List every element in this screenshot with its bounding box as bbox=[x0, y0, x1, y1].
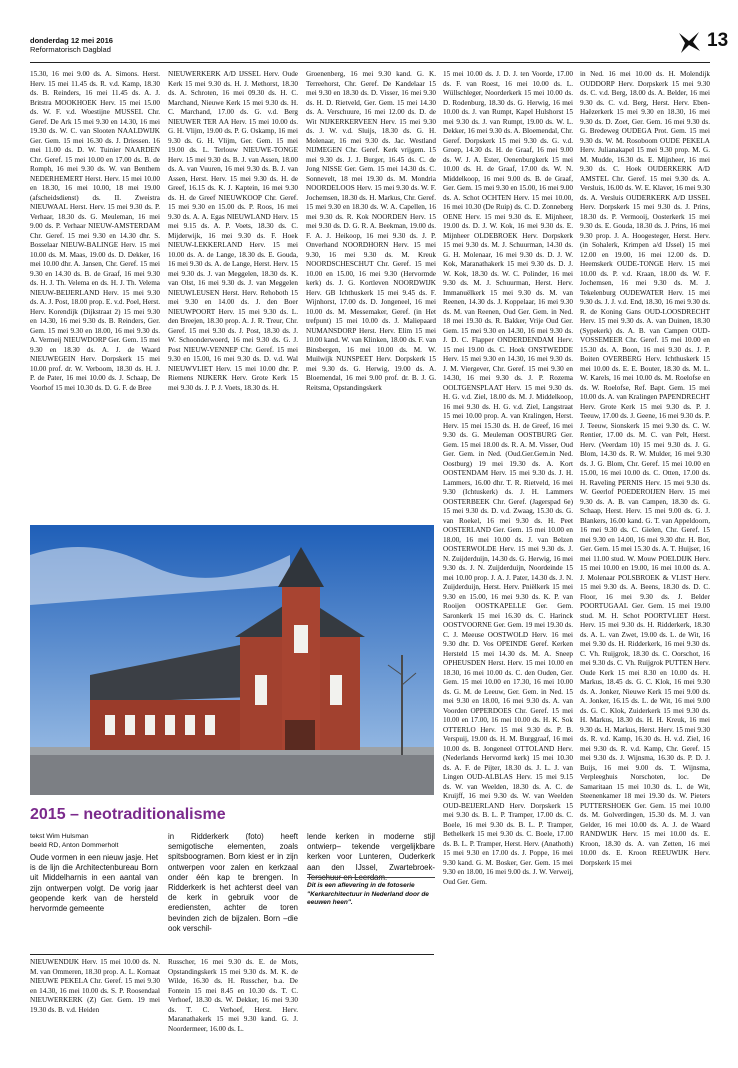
feature-paragraph-3: lende kerken in moderne stijl ontwierp– tekende vergelijkbare kerken voor Lunteren, Ouderkerk aan den IJssel, Zwartebroek- bbox=[307, 832, 435, 872]
church-listing-column-1: 15.30, 16 mei 9.00 ds. A. Simons. Herst. Herv. 15 mei 11.45 ds. R. v.d. Kamp, 18.30 ds. B. Reinders, 16 mei 11.45 ds. A. J. Britstra MOOKHOEK Herv. 15 mei 15.00 ds. W. F. v.d. Woestijne MUSSEL Chr. Geref. De Ark 15 mei 9.30 en 14.30, 16 mei 19.30 ds. W. C. van Slooten NAALDWIJK Ger. Gem. 15 mei 16.30 ds. J. Driessen. 16 mei 11.00 ds. D. W. Tuinier NAARDEN Chr. Geref. 15 mei 10.00 en 17.00 ds. B. de Romph, 16 mei 9.30 ds. W. van Benthem NEDERHEMERT Herst. Herv. 15 mei 10.00 en 18.30, 16 mei 10.00, 18 mei 19.00 (afscheidsdienst) ds. II. Zweistra NIEUWAAL Herst. Herv. 15 mei 9.30 ds. P. Verhaar, 18.30 ds. G. Meuleman, 16 mei 9.00 ds. P. Verhaar NIEUW-AMSTERDAM Chr. Geref. 15 mei 9.30 en 14.30 dhr. S. Bosselaar NIEUW-BALINGE Herv. 15 mei 10.00 ds. M. Maas, 19.00 ds. D. Dekker, 16 mei 10.00 dhr. A. Jansen, Chr. Geref. 15 mei 9.30 en 14.30 ds. B. de Graaf, 16 mei 9.30 ds. H. J. Th. Velema en ds. H. J. Th. Velema NIEUW-BEIJERLAND Herv. 15 mei 9.30 ds. A. J. Post, 18.00 prop. E. v.d. Poel, Herst. Herv. Korendijk (Dijkstraat 2) 15 mei 9.30 en 14.30, 16 mei 9.30 ds. B. Reinders, Ger. Gem. 15 mei 9.30 en 18.00, 16 mei 9.30 ds. A. Vermeij NIEUWDORP Ger. Gem. 15 mei 9.30 en 18.30 ds. A. J. de Waard NIEUWEGEIN Herv. Dorpskerk 15 mei 10.00 prof. dr. W. Verboom, 18.30 ds. H. J. P. de Pater, 16 mei 10.00 ds. J. Schaap, De Voorhof 15 mei 10.30 ds. D. G. F. de Bree bbox=[30, 70, 160, 392]
series-note: Dit is een aflevering in de fotoserie "Kerkarchitectuur in Nederland door de eeuwen heen". bbox=[307, 882, 429, 906]
feature-bottom-rule bbox=[30, 954, 434, 955]
page-number: 13 bbox=[707, 30, 729, 51]
church-listing-column-4: 15 mei 10.00 ds. J. D. J. ten Voorde, 17.00 ds. F. van Roest, 16 mei 10.00 ds. L. Wüllschleger, Noorderkerk 15 mei 10.00 ds. D. Rodenburg, 18.30 ds. G. Herwig, 16 mei 10.00 ds. J. van Rumpt, Kapel Hulshorst 15 mei 9.30 ds. J. van Rumpt, 19.00 ds. W. L. Dekker, 16 mei 9.30 ds. A. Bloemendal, Chr. Geref. Dorpskerk 15 mei 9.30 ds. G. v.d. Groep, 14.30 ds. H. de Graaf, 16 mei 9.00 ds. W. J. A. Ester, Oenenburgkerk 15 mei 10.00 ds. H. de Graaf, 17.00 ds. W. N. Middelkoop, 16 mei 9.00 ds. B. de Graaf, Ger. Gem. 15 mei 9.30 en 15.00, 16 mei 9.00 ds. A. Schot OCHTEN Herv. 15 mei 10.00, 16 mei 10.30 (De Ruip) ds. C. D. Zonneberg OENE Herv. 15 mei 9.30 ds. E. Mijnheer, 19.00 ds. D. J. W. Kok, 16 mei 9.30 ds. E. Mijnheer OLDEBROEK Herv. Dorpskerk 15 mei 9.30 ds. M. J. Schuurman, 14.30 ds. G. H. Molenaar, 16 mei 9.30 ds. D. J. W. Kok, Maranathakerk 15 mei 9.30 ds. D. J. W. Kok, 18.30 ds. W. C. Polinder, 16 mei 9.30 ds. M. J. Schuurman, Herst. Herv. Immanuëlkerk 15 mei 9.30 ds. M. van Reenen, 14.30 ds. J. Koppelaar, 16 mei 9.30 ds. M. van Reenen, Oud Ger. Gem. in Ned. 18 mei 19.30 ds. R. Bakker, Vrije Oud Ger. Gem. 15 mei 9.30 en 14.30, 16 mei 9.30 ds. J. D. C. Flapper ONDERDENDAM Herv. 15 mei 19.00 ds. C. Hoek ONSTWEDDE Herv. 15 mei 9.30 en 14.30, 16 mei 9.30 ds. J. M. Viergever, Chr. Geref. 15 mei 9.30 en 14.30, 16 mei 9.30 ds. J. P. Rozema OOLTGENSPLAAT Herv. 15 mei 9.30 ds. H. G. v.d. Ziel, 18.00 ds. M. J. Middelkoop, 16 mei 9.30 ds. H. G. v.d. Ziel, Langstraat 15 mei 10.00 prop. A. van Kralingen, Herst. Herv. 15 mei 15.30 ds. H. de Greef, 16 mei 9.30 ds. G. Meuleman OOSTBURG Ger. Gem. 15 mei 18.00 ds. R. A. M. Visser, Oud Ger. Gem. in Ned. (Oud.Ger.Gem.in Ned. Oostburg) 19 mei 19.30 ds. A. Kort OOSTENDAM Herv. 15 mei 9.30 ds. J. H. Lammers, 16.00 dhr. T. R. Rietveld, 16 mei 9.30 (Ichtuskerk) ds. J. H. Lammers OOSTERBEEK Chr. Geref. (Jagerspad 6e) 15 mei 9.30 ds. D. v.d. Zwaag, 15.30 ds. G. van Roekel, 16 mei 9.30 ds. H. Peet OOSTERLAND Ger. Gem. 15 mei 10.00 en 18.00, 16 mei 10.00 ds. J. van Belzen OOSTERWOLDE Herv. 15 mei 9.30 ds. J. N. Zuijderduijn, 14.30 ds. G. Herwig, 16 mei 9.30 ds. J. N. Zuijderduijn, Noordeinde 15 mei 10.00 prop. J. A. J. Pater, 14.30 ds. J. N. Zuijderduijn, Herst. Herv. Pniëlkerk 15 mei 9.30 en 15.00, 16 mei 9.30 ds. K. P. van Rooijen OOSTKAPELLE Ger. Gem. Saronkerk 15 mei 16.30 ds. C. Harinck OOSTVOORNE Ger. Gem. 19 mei 19.30 ds. C. J. Meeuse OOSTWOLD Herv. 16 mei 9.30 dhr. D. Vos OPEINDE Geref. Kerken Hersteld 15 mei 14.30 ds. M. A. Sneep OPHEUSDEN Herst. Herv. 15 mei 10.00 en 18.30, 16 mei 10.00 ds. C. den Ouden, Ger. Gem. 15 mei 10.00 en 17.30, 16 mei 10.00 ds. G. M. de Leeuw, Ger. Gem. in Ned. 15 mei 9.30 en 18.00, 16 mei 9.30 ds. A. van Voorden OPPERDOES Chr. Geref. 15 mei 10.00 en 17.00, 16 mei 10.00 ds. H. K. Sok OTTERLO Herv. 15 mei 9.30 ds. P. B. Verspuij, 19.00 ds. H. M. Burggraaf, 16 mei 10.00 ds. B. Jongeneel OTTOLAND Herv. (Nederlands Hervormd kerk) 15 mei 10.30 ds. A. F. de Pijter, 18.30 ds. J. L. J. van Lingen OUD-ALBLAS Herv. 15 mei 9.15 ds. W. van Weelden, 18.30 ds. A. C. de Kruijff, 16 mei 9.30 ds. W. van Weelden OUD-BEIJERLAND Herv. Dorpskerk 15 mei 9.30 ds. B. L. P. Tramper, 17.00 ds. C. Boele, 16 mei 9.30 ds. B. L. P. Tramper, Bethelkerk 15 mei 9.30 ds. C. Boele, 17.00 ds. B. L. P. Tramper, Herst. Herv. (Anathoth) 15 mei 9.30 en 17.00 ds. J. Poppe, 16 mei 9.30 kand. G. M. Bosker, Ger. Gem. 15 mei 9.30 en 18.00, 16 mei 9.00 ds. J. W. Verweij, Oud Ger. Gem. bbox=[443, 70, 573, 886]
church-listing-bottom-2: Russcher, 16 mei 9.30 ds. E. de Mots, Opstandingskerk 15 mei 9.30 ds. M. K. de Wilde, 16.30 ds. H. Russcher, b.a. De Fontein 15 mei 8.45 en 10.30 ds. T. C. Verhoef, 18.30 ds. W. Dekker, 16 mei 9.30 ds. T. C. Verhoef, Herst. Herv. Maranathakerk 15 mei 9.30 kand. G. J. Noordermeer, 16.00 ds. L. bbox=[168, 958, 298, 1033]
text-credit: tekst Wim Hulsman bbox=[30, 833, 89, 840]
photo-credit: beeld RD, Anton Dommerholt bbox=[30, 842, 119, 849]
church-listing-column-2: NIEUWERKERK A/D IJSSEL Herv. Oude Kerk 15 mei 9.30 ds. H. J. Methorst, 18.30 ds. A. Schroten, 16 mei 09.30 ds. H. C. Marchand, Nieuwe Kerk 15 mei 9.30 ds. H. C. Marchand, 17.00 ds. G. v.d. Berg NIEUWER TER AA Herv. 15 mei 10.00 ds. G. H. Vlijm, 19.00 ds. P. G. Oskamp, 16 mei 9.30 ds. G. H. Vlijm, Ger. Gem. 15 mei 19.00 ds. L. Terlouw NIEUWE-TONGE Herv. 15 mei 9.30 ds. B. J. van Assen, 18.00 ds. A. van Vuuren, 16 mei 9.30 ds. B. J. van Assen, Herst. Herv. 15 mei 9.30 ds. H. de Greef, 16.15 ds. K. J. Kaptein, 16 mei 9.30 ds. H. de Greef NIEUWKOOP Chr. Geref. 15 mei 9.30 en 15.00 ds. P. Roos, 16 mei 9.30 ds. A. A. Egas NIEUWLAND Herv. 15 mei 9.15 ds. A. P. Voets, 18.30 ds. C. Mijderwijk, 16 mei 9.30 ds. F. Hoek NIEUW-LEKKERLAND Herv. 15 mei 10.00 ds. A. de Lange, 18.30 ds. E. Gouda, 16 mei 9.30 ds. A. de Lange, Herst. Herv. 15 mei 9.30 ds. J. van Meggelen, 18.30 ds. K. van Olst, 16 mei 9.30 ds. J. van Meggelen NIEUWLEUSEN Herst. Herv. Rehoboth 15 mei 9.30 en 14.00 ds. J. den Boer NIEUWPOORT Herv. 15 mei 9.30 ds. L. den Breejen, 18.30 prop. A. J. R. Treur, Chr. Geref. 15 mei 9.30 ds. J. Post, 18.30 ds. J. W. Schoonderwoerd, 16 mei 9.30 ds. G. J. Post NIEUW-VENNEP Chr. Geref. 15 mei 9.30 en 15.00, 16 mei 9.30 ds. D. v.d. Wal NIEUWVLIET Herv. 15 mei 10.00 dhr. P. Riemens NIJKERK Herv. Grote Kerk 15 mei 9.30 ds. J. P. J. Voets, 18.30 ds. H. bbox=[168, 70, 298, 392]
newspaper-name: Reformatorisch Dagblad bbox=[30, 45, 111, 54]
header-date: donderdag 12 mei 2016 bbox=[30, 36, 113, 45]
church-listing-column-3: Groenenberg, 16 mei 9.30 kand. G. K. Terreehorst, Chr. Geref. De Kandelaar 15 mei 9.30 en 18.30 ds. D. Visser, 16 mei 9.30 ds. H. D. Rietveld, Ger. Gem. 15 mei 14.30 ds. A. Verschuure, 16 mei 12.00 ds. D. de Wit NIJKERKERVEEN Herv. 15 mei 9.30 ds. J. W. v.d. Sluijs, 18.30 ds. G. H. Molenaar, 16 mei 9.30 ds. Jac. Westland NIJMEGEN Chr. Geref. Kerk vrijgem. 15 mei 9.30 ds. J. J. Burger, 16.45 ds. C. de Jong NISSE Ger. Gem. 15 mei 14.30 ds. C. Sonnevelt, 18 mei 19.30 ds. M. Mondria NOORDELOOS Herv. 15 mei 9.30 ds. W. F. Jochemsen, 18.30 ds. H. Markus, Chr. Geref. 15 mei 9.30 en 18.30 ds. W. A. Capellen, 16 mei 9.30 ds. R. Kok NOORDEN Herv. 15 mei 9.30 ds. D. G. R. A. Beekman, 19.00 ds. F. A. J. Heikoop, 16 mei 9.30 ds. J. P. Onverhand NOORDHORN Herv. 15 mei 9.30, 16 mei 9.30 ds. M. Kreuk NOORDSCHESCHUT Chr. Geref. 15 mei 10.00 en 15.00, 16 mei 9.30 (Hervormde kerk) ds. J. G. Kortleven NOORDWIJK Herv. GB Ichthuskerk 15 mei 9.45 ds. F. Wijnhorst, 17.00 ds. D. Jongeneel, 16 mei 10.00 ds. M. Messemaker, Geref. (in Het trefpunt) 15 mei 10.00 ds. J. Maliepaard NUMANSDORP Herst. Herv. Elim 15 mei 10.00 kand. W. van Klinken, 18.00 ds. F. van Binsbergen, 16 mei 10.00 ds. M. W. Muilwijk NUNSPEET Herv. Dorpskerk 15 mei 9.30 ds. G. Herwig, 19.00 ds. A. Bloemendal, 16 mei 9.00 prof. dr. B. J. G. Reitsma, Opstandingskerk bbox=[306, 70, 436, 392]
church-listing-bottom-1: NIEUWENDIJK Herv. 15 mei 10.00 ds. N. M. van Ommeren, 18.30 prop. A. L. Kornaat NIEUWE PEKELA Chr. Geref. 15 mei 9.30 en 14.30, 16 mei 10.00 ds. S. P. Roosendaal NIEUWERKERK (Z) Ger. Gem. 19 mei 19.30 ds. B. v.d. Heiden bbox=[30, 958, 160, 1014]
rd-logo-icon bbox=[676, 29, 702, 55]
feature-paragraph-2: in Ridderkerk (foto) heeft semigotische elementen, zoals spitsboogramen. Born kiest er in zijn ontwerpen voor zalen en kerkzaal onder één kap te brengen. In Ridderkerk is het achterst deel van de kerk in gebruik voor de erediensten, achter de toren bevinden zich de bijzalen. Born –die ook verschil- bbox=[168, 832, 298, 933]
church-listing-bottom-3 bbox=[306, 958, 436, 1058]
church-listing-column-5: in Ned. 16 mei 10.00 ds. H. Molendijk OUDDORP Herv. Dorpskerk 15 mei 9.30 ds. C. v.d. Berg, 18.00 ds. A. Belder, 16 mei 9.30 ds. C. v.d. Berg, Herst. Herv. Eben-Haëzerkerk 15 mei 9.30 en 18.30, 16 mei 9.30 ds. D. Zoet, Ger. Gem. 16 mei 9.30 ds. G. Bredeweg OUDEGA Prot. Gem. 15 mei 9.30 ds. W. M. Rosoboom OUDE PEKELA Herv. Julianakapel 15 mei 9.30 prop. M. G. M. Mudde, 16.30 ds. E. Mijnheer, 16 mei 9.30 ds. C. Hoek OUDERKERK A/D AMSTEL Chr. Geref. 15 mei 9.30 ds. A. Versluis, 16.00 ds. W. E. Klaver, 16 mei 9.30 ds. A. Versluis OUDERKERK A/D IJSSEL Herv. Dorpskerk 15 mei 9.30 ds. J. Prins, 18.30 ds. P. Vermooij, Oosterkerk 15 mei 9.30 ds. E. Gouda, 18.30 ds. J. Prins, 16 mei 9.30 prop. J. A. Hoogesteger, Herst. Herv. (in Sohalerk, Krimpen a/d IJssel) 15 mei 12.00 en 19.00, 16 mei 12.00 ds. D. Heemskerk OUDE-TONGE Herv. 15 mei 10.00 ds. P. v.d. Kraan, 18.00 ds. W. F. Jochemsen, 16 mei 9.30 ds. M. J. Tekelenburg OUDEWATER Herv. 15 mei 9.30 ds. J. J. v.d. End, 18.30, 16 mei 9.30 ds. R. de Koning Gans OUD-LOOSDRECHT Herv. 15 mei 9.30 ds. A. van Duinen, 18.30 (Sypekerk) ds. A. B. van Campen OUD-VOSSEMEER Chr. Geref. 15 mei 10.00 en 15.30 ds. A. Boon, 16 mei 9.30 ds. J. P. Boiten OVERBERG Herv. Ichthuskerk 15 mei 10.00 ds. E. E. Bouter, 18.30 ds. M. L. W. Karels, 16 mei 10.00 ds. M. Roelofse en ds. W. Roelofse, Ref. Bapt. Gem. 15 mei 10.00 ds. A. van Kralingen PAPENDRECHT Herv. Grote Kerk 15 mei 9.30 ds. P. J. Teeuw, 17.00 ds. J. Geene, 16 mei 9.30 ds. P. J. Teeuw, Sionskerk 15 mei 9.30 ds. C. W. Rentier, 17.00 ds. M. C. van Pelt, Herst. Herv. (Veerdam 10) 15 mei 9.30 ds. J. G. Blom, 14.30 ds. R. W. Mulder, 16 mei 9.30 ds. J. G. Blom, Chr. Geref. 15 mei 10.00 en 15.00, 16 mei 10.00 ds. C. Otten, 17.00 ds. H. Raveling PERNIS Herv. 15 mei 9.30 ds. W. Geerlof POEDEROIJEN Herv. 15 mei 9.30 ds. A. B. van Campen, 18.30 ds. G. Schaap, Herst. Herv. 15 mei 9.00 ds. G. J. Blankers, 16.00 kand. G. T. van Appeldoorn, 16 mei 9.30 ds. C. Gielen, Chr. Geref. 15 mei 9.30 en 14.00, 16 mei 9.30 dhr. H. Bor, Ger. Gem. 15 mei 15.30 ds. A. T. Huijser, 16 mei 11.00 stud. W. Mouw POELDIJK Herv. 15 mei 10.00 en 19.00, 16 mei 10.00 ds. A. J. Molenaar POLSBROEK & VLIST Herv. 15 mei 9.30 ds. A. Beens, 18.30 ds. D. C. Floor, 16 mei 9.30 ds. J. Belder POORTUGAAL Ger. Gem. 15 mei 19.00 stud. M. H. Schot POORTVLIET Herst. Herv. 15 mei 9.30 ds. H. Ridderkerk, 18.30 ds. A. L. van Zwet, 19.00 ds. L. de Wit, 16 mei 9.30 ds. H. Ridderkerk, 16 mei 9.30 ds. C. Vh. Ruijgrok, 18.30 ds. C. Oorschot, 16 mei 9.30 ds. C. Vh. Ruijgrok PUTTEN Herv. Oude Kerk 15 mei 8.30 en 10.00 ds. H. Markus, 18.45 ds. G. C. Klok, 16 mei 9.30 ds. A. Jonker, Nieuwe Kerk 15 mei 9.00 ds. A. Jonker, 16.15 ds. L. de Wit, 16 mei 9.00 ds. G. C. Klok, Zuiderkerk 15 mei 9.30 ds. H. Markus, 18.30 ds. H. H. Kreuk, 16 mei 9.30 ds. H. Markus, Herst. Herv. 15 mei 9.30 ds. R. v.d. Kamp, 16.30 ds. H. v.d. Ziel, 16 mei 9.30 ds. R. v.d. Kamp, Chr. Geref. 15 mei 9.30 ds. J. Wijnsma, 16.30 ds. P. D. J. Buijs, 16 mei 9.00 ds. T. Wijnsma, Verpleeghuis Norschoten, loc. De Samaritaan 15 mei 10.30 ds. L. de Wit, Steenenkamer 18 mei 19.30 ds. W. Pieters PUTTERSHOEK Ger. Gem. 15 mei 10.00 ds. M. Golverdingen, 15.30 ds. M. J. van Gelder, 16 mei 10.00 ds. A. J. de Waard RANDWIJK Herv. 15 mei 10.00 ds. E. Kroon, 18.30 ds. A. van Zetten, 16 mei 10.00 ds. E. Kroon REEUWIJK Herv. Dorpskerk 15 mei bbox=[580, 70, 710, 867]
feature-paragraph-1: Oude vormen in een nieuw jasje. Het is de lijn die Architectenbureau Born uit Middelharnis in een aantal van zijn ontwerpen volgt. De vorig jaar geopende kerk van de hersteld hervormde gemeente bbox=[30, 853, 158, 914]
byline bbox=[30, 832, 118, 850]
church-photo bbox=[30, 525, 434, 795]
series-note-rule bbox=[307, 877, 435, 878]
header-rule bbox=[30, 62, 710, 63]
feature-title: 2015 – neotraditionalisme bbox=[30, 806, 226, 823]
